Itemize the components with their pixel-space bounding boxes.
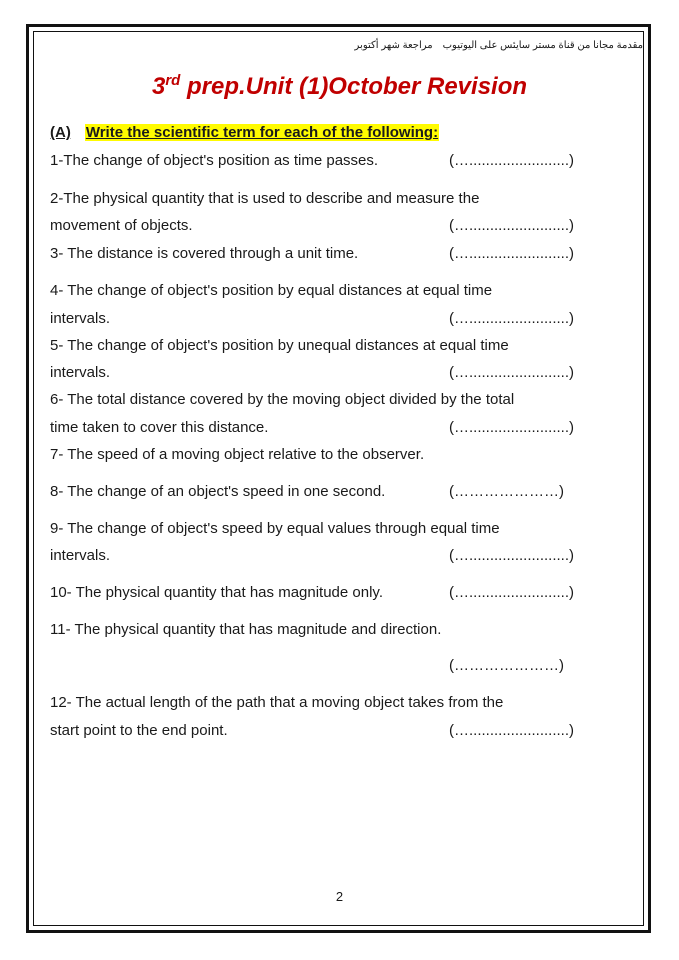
question-line: 5- The change of object's position by unequal distances at equal time — [50, 337, 509, 354]
question-line: 6- The total distance covered by the moving object divided by the total — [50, 391, 515, 408]
answer-blank: (…........................) — [449, 245, 575, 262]
answer-blank: (…........................) — [449, 310, 575, 327]
question-line: 1-The change of object's position as time passes. — [50, 152, 379, 169]
question-line: intervals. — [50, 547, 111, 564]
question-line: intervals. — [50, 310, 111, 327]
answer-blank: (…........................) — [449, 547, 575, 564]
question-line: 11- The physical quantity that has magnitude and direction. — [50, 621, 442, 638]
question-line: 8- The change of an object's speed in one second. — [50, 483, 386, 500]
header-note-revision: مراجعة شهر أكتوبر — [354, 40, 433, 51]
answer-blank: (…........................) — [449, 419, 575, 436]
page-number: 2 — [335, 889, 344, 904]
section-letter: (A) — [50, 124, 71, 141]
section-heading — [50, 124, 439, 141]
question-line: 10- The physical quantity that has magnitude only. — [50, 584, 383, 601]
answer-blank: (…........................) — [449, 584, 575, 601]
answer-blank: (…........................) — [449, 722, 575, 739]
question-line: start point to the end point. — [50, 722, 228, 739]
question-line: intervals. — [50, 364, 111, 381]
answer-blank: (…………………) — [449, 657, 564, 674]
header-note-channel: مقدمة مجانا من قناة مستر سايئس على اليوتيوب — [442, 40, 643, 51]
answer-blank: (…........................) — [449, 217, 575, 234]
page-title: 3rd prep.Unit (1)October Revision — [151, 72, 528, 100]
question-line: 9- The change of object's speed by equal values through equal time — [50, 520, 500, 537]
answer-blank: (…........................) — [449, 364, 575, 381]
question-line: 4- The change of object's position by equal distances at equal time — [50, 282, 493, 299]
question-line: 2-The physical quantity that is used to describe and measure the — [50, 190, 480, 207]
question-line: 3- The distance is covered through a unit time. — [50, 245, 359, 262]
answer-blank: (…........................) — [449, 152, 575, 169]
question-line: time taken to cover this distance. — [50, 419, 269, 436]
section-instruction: Write the scientific term for each of the following: — [85, 124, 439, 141]
question-line: 12- The actual length of the path that a moving object takes from the — [50, 694, 504, 711]
answer-blank: (…………………) — [449, 483, 564, 500]
header-note — [355, 40, 643, 51]
question-line: 7- The speed of a moving object relative to the observer. — [50, 446, 425, 463]
question-line: movement of objects. — [50, 217, 193, 234]
